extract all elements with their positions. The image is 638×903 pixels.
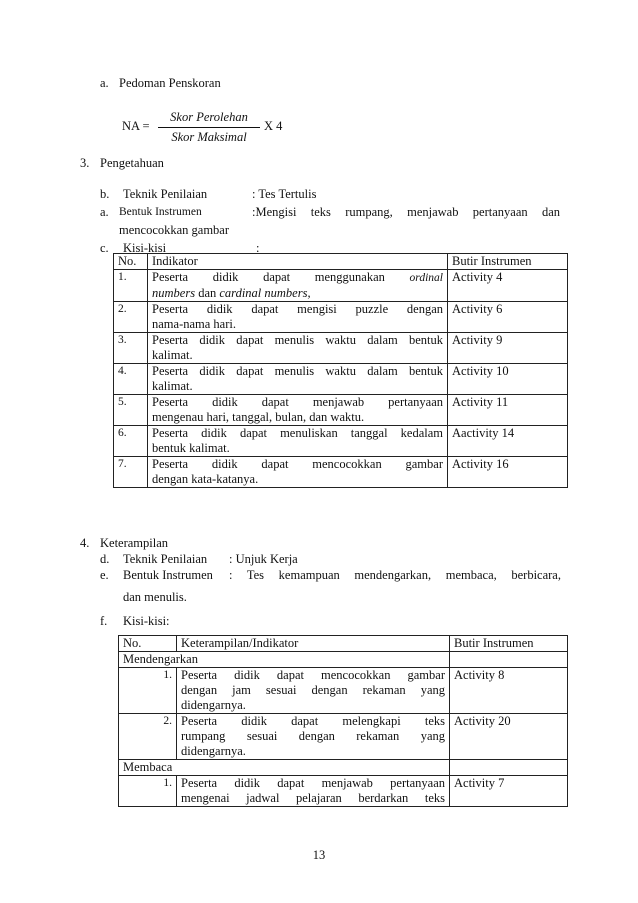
kisi-kisi-keterampilan-table bbox=[118, 635, 568, 807]
formula-lhs: NA = bbox=[122, 119, 150, 133]
row-butir: Activity 20 bbox=[450, 714, 568, 760]
score-formula bbox=[122, 108, 292, 144]
row-indikator bbox=[148, 395, 448, 426]
indikator-line1: Peserta didik dapat mengisi puzzle dengan bbox=[152, 302, 443, 316]
indikator-line2: rumpang sesuai dengan rekaman yang bbox=[181, 729, 445, 743]
indikator-line1: Peserta didik dapat mencocokkan gambar bbox=[181, 668, 445, 682]
indikator-line1: Peserta didik dapat menjawab pertanyaan bbox=[181, 776, 445, 790]
item-d-value: : Unjuk Kerja bbox=[229, 552, 298, 566]
indikator-line2: kalimat. bbox=[152, 348, 193, 362]
indikator-line2: mengenai jadwal pelajaran berdarkan teks bbox=[181, 791, 445, 805]
indikator-cardinal: cardinal numbers, bbox=[219, 286, 311, 300]
item-d-name: Teknik Penilaian bbox=[123, 552, 208, 566]
formula-rhs: X 4 bbox=[264, 119, 283, 133]
row-butir: Activity 10 bbox=[448, 364, 568, 395]
section-a-title: Pedoman Penskoran bbox=[119, 76, 221, 90]
row-butir: Activity 6 bbox=[448, 302, 568, 333]
group-empty-cell bbox=[450, 760, 568, 776]
row-indikator bbox=[148, 457, 448, 488]
row-butir: Activity 7 bbox=[450, 776, 568, 807]
item-a-label: a. bbox=[100, 205, 109, 219]
page-number: 13 bbox=[312, 848, 326, 862]
row-butir: Activity 8 bbox=[450, 668, 568, 714]
indikator-line1: Peserta didik dapat menjawab pertanyaan bbox=[152, 395, 443, 409]
row-indikator bbox=[177, 776, 450, 807]
item-a-name: Bentuk Instrumen bbox=[119, 206, 202, 218]
row-butir: Aactivity 14 bbox=[448, 426, 568, 457]
item-c-label: c. bbox=[100, 241, 109, 255]
table-row bbox=[114, 426, 568, 457]
row-indikator bbox=[148, 426, 448, 457]
section-4-number: 4. bbox=[80, 536, 90, 550]
section-4-title: Keterampilan bbox=[100, 536, 169, 550]
item-e-label: e. bbox=[100, 568, 109, 582]
item-b-name: Teknik Penilaian bbox=[123, 187, 208, 201]
indikator-line2: dengan jam sesuai dengan rekaman yang bbox=[181, 683, 445, 697]
item-f-label: f. bbox=[100, 614, 108, 628]
row-no: 5. bbox=[114, 395, 148, 426]
indikator-line3: didengarnya. bbox=[181, 744, 246, 758]
header-butir: Butir Instrumen bbox=[450, 636, 568, 652]
item-e-name: Bentuk Instrumen bbox=[123, 568, 213, 582]
table-row bbox=[119, 776, 568, 807]
row-indikator bbox=[177, 668, 450, 714]
row-butir: Activity 11 bbox=[448, 395, 568, 426]
indikator-dan: dan bbox=[195, 286, 220, 300]
row-no: 6. bbox=[114, 426, 148, 457]
table-group-row bbox=[119, 652, 568, 668]
indikator-line1: Peserta didik dapat mencocokkan gambar bbox=[152, 457, 443, 471]
table-row bbox=[119, 714, 568, 760]
row-no: 2. bbox=[114, 302, 148, 333]
row-butir: Activity 16 bbox=[448, 457, 568, 488]
header-no: No. bbox=[119, 636, 177, 652]
row-butir: Activity 9 bbox=[448, 333, 568, 364]
table-row bbox=[114, 270, 568, 302]
formula-numerator: Skor Perolehan bbox=[170, 110, 248, 124]
table-row bbox=[114, 457, 568, 488]
row-no: 7. bbox=[114, 457, 148, 488]
row-no: 3. bbox=[114, 333, 148, 364]
table-row bbox=[114, 302, 568, 333]
indikator-line1: Peserta didik dapat menggunakan bbox=[152, 270, 385, 284]
item-a-cont: mencocokkan gambar bbox=[119, 223, 230, 237]
item-e-value: : Tes kemampuan mendengarkan, membaca, berbicara, bbox=[229, 568, 561, 582]
formula-denominator: Skor Maksimal bbox=[171, 130, 247, 144]
group-empty-cell bbox=[450, 652, 568, 668]
row-no: 1. bbox=[119, 668, 177, 714]
section-3-title: Pengetahuan bbox=[100, 156, 164, 170]
table-group-row bbox=[119, 760, 568, 776]
row-indikator bbox=[148, 364, 448, 395]
group-membaca: Membaca bbox=[119, 760, 450, 776]
indikator-line1: Peserta didik dapat melengkapi teks bbox=[181, 714, 445, 728]
indikator-line1: Peserta didik dapat menuliskan tanggal kedalam bbox=[152, 426, 443, 440]
table-header-row bbox=[119, 636, 568, 652]
table-row bbox=[114, 364, 568, 395]
item-c-value: : bbox=[256, 241, 260, 255]
header-keterampilan: Keterampilan/Indikator bbox=[177, 636, 450, 652]
indikator-line1: Peserta didik dapat menulis waktu dalam bentuk bbox=[152, 333, 443, 347]
row-no: 4. bbox=[114, 364, 148, 395]
item-d-label: d. bbox=[100, 552, 110, 566]
table-row bbox=[114, 333, 568, 364]
item-c-name: Kisi-kisi bbox=[123, 241, 167, 255]
indikator-line2: nama-nama hari. bbox=[152, 317, 236, 331]
row-indikator bbox=[148, 333, 448, 364]
indikator-ordinal: ordinal bbox=[409, 272, 443, 284]
item-a-value: :Mengisi teks rumpang, menjawab pertanyaan dan bbox=[252, 205, 560, 219]
indikator-line2: kalimat. bbox=[152, 379, 193, 393]
item-e-cont: dan menulis. bbox=[123, 590, 187, 604]
kisi-kisi-pengetahuan-table bbox=[113, 253, 568, 488]
section-a-label: a. bbox=[100, 76, 109, 90]
item-b-value: : Tes Tertulis bbox=[252, 187, 317, 201]
item-b-label: b. bbox=[100, 187, 110, 201]
row-no: 1. bbox=[119, 776, 177, 807]
row-indikator bbox=[148, 270, 448, 302]
row-no: 2. bbox=[119, 714, 177, 760]
indikator-line1: Peserta didik dapat menulis waktu dalam bentuk bbox=[152, 364, 443, 378]
row-indikator bbox=[148, 302, 448, 333]
table-header-row bbox=[114, 254, 568, 270]
row-no: 1. bbox=[114, 270, 148, 302]
item-f-name: Kisi-kisi: bbox=[123, 614, 170, 628]
group-mendengarkan: Mendengarkan bbox=[119, 652, 450, 668]
table-row bbox=[114, 395, 568, 426]
indikator-line2: bentuk kalimat. bbox=[152, 441, 230, 455]
header-no: No. bbox=[114, 254, 148, 270]
section-3-number: 3. bbox=[80, 156, 90, 170]
header-butir: Butir Instrumen bbox=[448, 254, 568, 270]
row-butir: Activity 4 bbox=[448, 270, 568, 302]
fraction-bar bbox=[158, 127, 260, 128]
row-indikator bbox=[177, 714, 450, 760]
indikator-numbers: numbers bbox=[152, 286, 196, 300]
indikator-line3: didengarnya. bbox=[181, 698, 246, 712]
indikator-line2: dengan kata-katanya. bbox=[152, 472, 259, 486]
table-row bbox=[119, 668, 568, 714]
header-indikator: Indikator bbox=[148, 254, 448, 270]
indikator-line2: mengenau hari, tanggal, bulan, dan waktu. bbox=[152, 410, 365, 424]
